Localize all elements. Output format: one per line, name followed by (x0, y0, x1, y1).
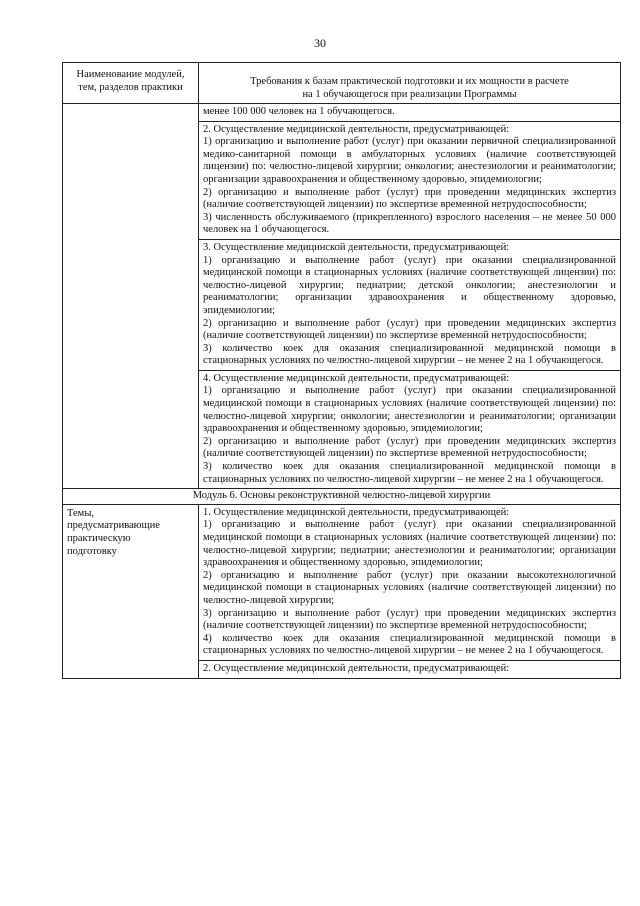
requirement-block (199, 370, 620, 488)
requirement-paragraph: 3) организацию и выполнение работ (услуг) при проведении медицинских экспертиз (наличие соответствующей лицензии) по экспертизе временной нетрудоспособности; (203, 607, 616, 632)
header-right-cell (199, 63, 621, 104)
requirement-paragraph: 2) организацию и выполнение работ (услуг) при проведении медицинских экспертиз (наличие соответствующей лицензии) по экспертизе временной нетрудоспособности; (203, 317, 616, 342)
requirement-paragraph: менее 100 000 человек на 1 обучающегося. (203, 106, 395, 117)
requirement-paragraph: 2) организацию и выполнение работ (услуг) при оказании высокотехнологичной медицинской помощи в стационарных условиях (наличие соответствующей лицензии) по челюстно-лицевой хирургии; (203, 569, 616, 606)
header-right-line: Требования к базам практической подготовки и их мощности в расчете (250, 76, 569, 87)
section-1-right-cell (199, 104, 621, 489)
header-left-cell (63, 63, 199, 104)
requirement-paragraph: 3. Осуществление медицинской деятельности, предусматривающей: (203, 241, 510, 253)
requirement-paragraph: 2. Осуществление медицинской деятельности, предусматривающей: (203, 662, 510, 674)
requirement-paragraph: 1) организацию и выполнение работ (услуг) при оказании специализированной медицинской помощи в стационарных условиях (наличие соответствующей лицензии) по: челюстно-лицевой хирургии; педиатрии; детской онкологии; анестезиологии и реаниматологии; организации здравоохранения и общественному здоровью, эпидемиологии; (203, 254, 616, 316)
requirements-table (62, 62, 621, 679)
requirement-paragraph: 1) организацию и выполнение работ (услуг) при оказании специализированной медицинской помощи в стационарных условиях (наличие соответствующей лицензии) по: челюстно-лицевой хирургии; онкологии; анестезиологии и реаниматологии; организации здравоохранения и общественному здоровью, эпидемиологии; (203, 385, 616, 435)
requirement-paragraph: 1) организацию и выполнение работ (услуг) при оказании первичной специализированной медико-санитарной помощи в амбулаторных условиях (наличие соответствующей лицензии) по: челюстно-лицевой хирургии; онкологии; анестезиологии и реаниматологии; организации здравоохранения и общественному здоровью, эпидемиологии; (203, 136, 616, 185)
section-2-row (63, 504, 621, 678)
requirement-paragraph: 3) численность обслуживаемого (прикрепленного) взрослого населения – не менее 50 000 человек на 1 обучающегося. (203, 211, 616, 236)
header-left-line: Наименование (76, 69, 142, 80)
topic-label-line: подготовку (67, 545, 117, 557)
requirement-paragraph: 3) количество коек для оказания специализированной медицинской помощи в стационарных условиях по челюстно-лицевой хирургии – не менее 2 на 1 обучающегося. (203, 461, 616, 485)
requirement-paragraph: 4) количество коек для оказания специализированной медицинской помощи в стационарных условиях по челюстно-лицевой хирургии – не менее 2 на 1 обучающегося. (203, 632, 616, 657)
table-header-row (63, 63, 621, 104)
requirement-paragraph: 4. Осуществление медицинской деятельности, предусматривающей: (203, 372, 510, 384)
header-left-line: практики (141, 81, 183, 93)
topic-label-line: Темы, (67, 507, 94, 519)
requirement-block (199, 239, 620, 370)
section-1-row (63, 104, 621, 489)
topic-label-line: практическую (67, 533, 131, 544)
header-left-line: модулей, тем, разделов (78, 69, 185, 93)
module-row (63, 489, 621, 505)
requirement-paragraph: 3) количество коек для оказания специализированной медицинской помощи в стационарных условиях по челюстно-лицевой хирургии – не менее 2 на 1 обучающегося. (203, 342, 616, 367)
module-title: Модуль 6. Основы реконструктивной челюстно-лицевой хирургии (63, 489, 621, 505)
section-1-left-cell (63, 104, 199, 489)
requirement-paragraph: 2) организацию и выполнение работ (услуг) при проведении медицинских экспертиз (наличие соответствующей лицензии) по экспертизе временной нетрудоспособности; (203, 186, 616, 211)
requirement-block (199, 660, 620, 678)
topic-label-line: предусматривающие (67, 520, 160, 532)
requirement-block (199, 104, 620, 121)
section-2-left-cell (63, 504, 199, 678)
requirement-paragraph: 2. Осуществление медицинской деятельности, предусматривающей: (203, 123, 510, 135)
requirement-paragraph: 1) организацию и выполнение работ (услуг) при оказании специализированной медицинской помощи в стационарных условиях (наличие соответствующей лицензии) по: челюстно-лицевой хирургии; педиатрии; анестезиологии и реаниматологии; организации здравоохранения и общественному здоровью, эпидемиологии; (203, 519, 616, 569)
page-number: 30 (314, 36, 326, 50)
header-right-line: на 1 обучающегося при реализации Программы (302, 88, 517, 100)
requirement-paragraph: 2) организацию и выполнение работ (услуг) при проведении медицинских экспертиз (наличие соответствующей лицензии) по экспертизе временной нетрудоспособности; (203, 435, 616, 460)
requirement-block (199, 121, 620, 239)
section-2-right-cell (199, 504, 621, 678)
requirement-paragraph: 1. Осуществление медицинской деятельности, предусматривающей: (203, 506, 510, 518)
requirement-block (199, 505, 620, 660)
